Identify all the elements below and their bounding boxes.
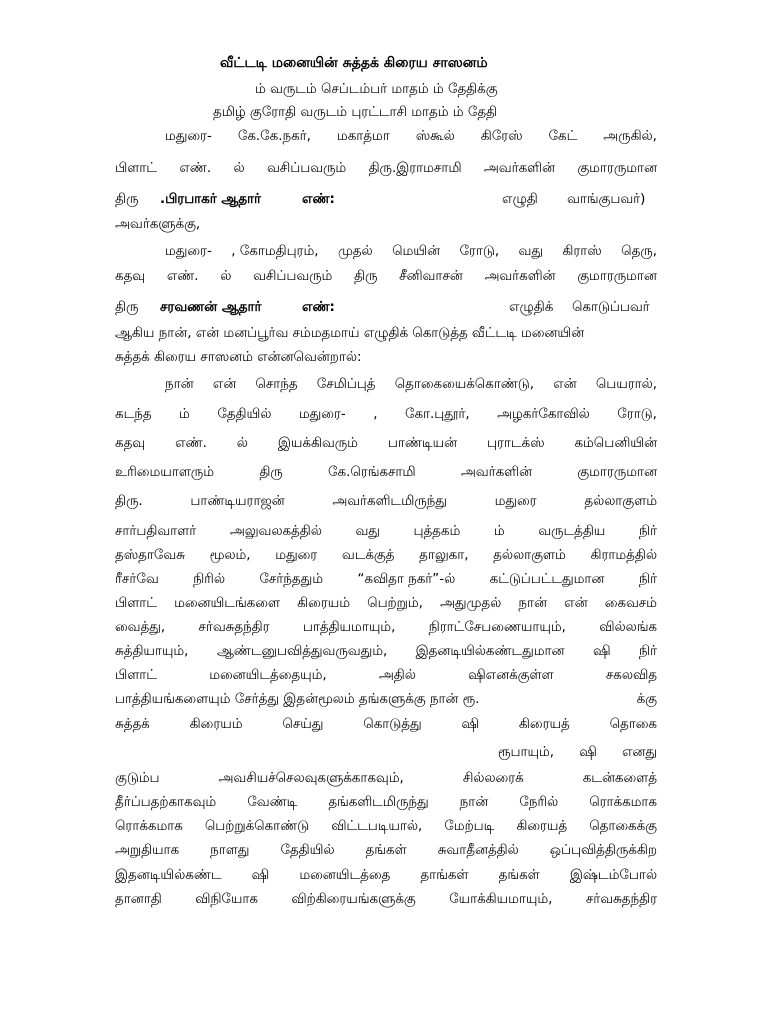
- word: என்: [212, 377, 237, 392]
- word: சர்வசுதந்திர: [585, 892, 657, 907]
- word: சொந்த: [255, 377, 298, 392]
- word: கொடுத்து: [363, 717, 422, 732]
- word: நாளது: [210, 843, 250, 858]
- word: எண்.: [175, 436, 207, 451]
- word: கே.ரெங்கசாமி: [328, 465, 416, 480]
- deed-body-line: [115, 668, 657, 684]
- word: விற்கிரையங்களுக்கு: [291, 892, 416, 907]
- word: தேதியில்: [280, 843, 335, 858]
- word: நிர்: [638, 644, 657, 659]
- word: கதவு: [115, 436, 146, 451]
- deed-body-line: [498, 745, 657, 761]
- buyer-prefix: திரு: [115, 192, 139, 207]
- word: நிரில்: [193, 572, 225, 587]
- word: என்: [564, 596, 588, 611]
- word: அவர்களின்: [483, 161, 555, 176]
- document-title: வீட்டடி மனையின் சுத்தக் கிரைய சாஸனம்: [220, 55, 488, 71]
- word: விட்டபடியால்,: [331, 819, 423, 834]
- word: ல்: [233, 161, 245, 176]
- word: சகலவித: [605, 668, 657, 683]
- seller-statement-2: சுத்தக் கிரைய சாஸனம் என்னவென்றால்:: [115, 350, 362, 365]
- word: சுத்தக்: [115, 717, 150, 732]
- seller-statement-1: ஆகிய நான், என் மனப்பூர்வ சம்மதமாய் எழுதிக் கொடுத்த வீட்டடி மனையின்: [115, 326, 585, 341]
- word: கிரேஸ்: [480, 129, 523, 144]
- seller-role-1: எழுதிக்: [509, 300, 554, 315]
- word: நான்: [165, 377, 194, 392]
- word: ஸ்கூல்: [415, 129, 455, 144]
- word: கடந்த: [115, 407, 152, 422]
- word: நிர்: [638, 524, 657, 539]
- word: தங்களிடமிருந்து: [328, 795, 429, 810]
- buyer-name: .பிரபாகர் ஆதார்: [160, 192, 262, 207]
- word: பாத்தியமாயும்,: [302, 620, 396, 635]
- word: குமாரருமான: [577, 161, 657, 176]
- word: புராடக்ஸ்: [487, 436, 545, 451]
- deed-body-line: [115, 819, 657, 835]
- deed-body-line: [115, 843, 657, 859]
- word: திரு: [259, 465, 283, 480]
- word: இதனடியில்கண்டதுமான: [415, 644, 565, 659]
- word: சேர்ந்ததும்: [259, 572, 323, 587]
- deed-body-line: [115, 465, 657, 481]
- word: உரிமையாளரும்: [115, 465, 214, 480]
- word: கிரையத்: [516, 819, 568, 834]
- word: இதனடியில்கண்ட: [115, 868, 222, 883]
- word: அலுவலகத்தில்: [229, 524, 322, 539]
- buyer-address-line: [165, 129, 657, 145]
- word: மதுரை: [275, 548, 318, 563]
- deed-body-line: [165, 377, 657, 393]
- deed-body-line: [115, 892, 657, 908]
- word: “கவிதா நகர்”-ல்: [357, 572, 456, 587]
- word: நிர்: [638, 572, 657, 587]
- word: நான்: [459, 795, 489, 810]
- word: ரொக்கமாக: [115, 819, 183, 834]
- word: பாண்டியன்: [387, 436, 458, 451]
- word: ல்: [220, 269, 232, 284]
- word: இயக்கிவரும்: [277, 436, 358, 451]
- word: நேரில்: [519, 795, 559, 810]
- deed-body-line: [115, 524, 657, 540]
- word: ரோடு,: [617, 407, 657, 422]
- word: அருகில்,: [603, 129, 657, 144]
- word: பிளாட்: [115, 596, 157, 611]
- seller-prefix: திரு: [115, 300, 139, 315]
- word: ஷி: [461, 717, 479, 732]
- word: மேற்படி: [444, 819, 495, 834]
- word: கோ.புதூர்,: [404, 407, 470, 422]
- seller-name: சரவணன் ஆதார்: [160, 300, 262, 315]
- word: திரு.: [115, 494, 143, 509]
- word: சர்வசுதந்திர: [198, 620, 270, 635]
- word: கிரையம்: [297, 596, 350, 611]
- word: பிளாட்: [115, 668, 157, 683]
- word: ஷிஎனக்குள்ள: [468, 668, 554, 683]
- word: ஒப்புவித்திருக்கிற: [549, 843, 657, 858]
- seller-residence-line: [115, 269, 657, 285]
- word: பிளாட்: [115, 161, 157, 176]
- word: தாங்கள்: [420, 868, 469, 883]
- word: ஷி: [579, 745, 597, 760]
- word: மெயின்: [392, 244, 441, 259]
- word: சேமிப்புத்: [316, 377, 376, 392]
- word: சீனிவாசன்: [399, 269, 463, 284]
- word: என்: [553, 377, 577, 392]
- buyer-id-label: எண்:: [302, 192, 335, 207]
- deed-body-line: [115, 644, 657, 660]
- word: சுவாதீனத்தில்: [437, 843, 519, 858]
- word: தெரு,: [621, 244, 657, 259]
- word: சில்லரைக்: [462, 771, 524, 786]
- word: பெயரால்,: [595, 377, 657, 392]
- word: கே.கே.நகர்,: [237, 129, 311, 144]
- word: கிரையத்: [518, 717, 570, 732]
- word: கிரையம்: [189, 717, 243, 732]
- word: இஷ்டம்போல்: [569, 868, 657, 883]
- word: அறுதியாக: [115, 843, 180, 858]
- word: அவசியச்செலவுகளுக்காகவும்,: [218, 771, 404, 786]
- word: கடன்களைத்: [582, 771, 657, 786]
- buyer-role-2: வாங்குபவர்): [567, 192, 646, 207]
- date-line-1: ம் வருடம் செப்டம்பர் மாதம் ம் தேதிக்கு: [255, 82, 498, 97]
- word: மகாத்மா: [336, 129, 390, 144]
- word: அதில்: [378, 668, 416, 683]
- word: வது: [518, 244, 543, 259]
- word: குமாரருமான: [577, 269, 657, 284]
- word: பெற்றுக்கொண்டு: [204, 819, 310, 834]
- word: ம்: [493, 524, 505, 539]
- buyer-addressee: அவர்களுக்கு,: [115, 217, 201, 232]
- word: வசிப்பவரும்: [266, 161, 347, 176]
- word: வடக்குத்: [341, 548, 395, 563]
- buyer-role-1: எழுதி: [502, 192, 538, 207]
- deed-body-line: [115, 620, 657, 636]
- deed-body-line: [115, 548, 657, 564]
- word: ஷி: [592, 644, 611, 659]
- word: அழகர்கோவில்: [497, 407, 590, 422]
- word: வில்லங்க: [599, 620, 657, 635]
- word: ரீசர்வே: [115, 572, 159, 587]
- deed-body-line: [115, 572, 657, 588]
- deed-body-line: [115, 494, 657, 510]
- word: , கோமதிபுரம்,: [231, 244, 319, 259]
- deed-body-line: [115, 596, 657, 612]
- word: அவர்களின்: [484, 269, 556, 284]
- word: ,: [373, 407, 378, 422]
- word: ரூபாயும்,: [498, 745, 555, 760]
- word: தீர்ப்பதற்காகவும்: [115, 795, 217, 810]
- word: மனையிடத்தை: [299, 868, 391, 883]
- deed-body-line: [115, 692, 657, 708]
- word: அதுமுதல்: [440, 596, 502, 611]
- word: பெற்றும்,: [367, 596, 423, 611]
- word: மதுரை-: [165, 244, 212, 259]
- word: மதுரை-: [165, 129, 212, 144]
- word: மதுரை: [494, 494, 537, 509]
- word: ரோடு,: [459, 244, 500, 259]
- word: ஆண்டனுபவித்துவருவதும்,: [216, 644, 388, 659]
- word: ரொக்கமாக: [589, 795, 657, 810]
- word: கிராமத்தில்: [590, 548, 657, 563]
- word: கைவசம்: [604, 596, 657, 611]
- word: கட்டுப்பட்டதுமான: [489, 572, 605, 587]
- word: தொகை: [609, 717, 657, 732]
- word: நிராட்சேபணையாயும்,: [428, 620, 566, 635]
- word: க்கு: [636, 692, 657, 707]
- seller-address-line: [165, 244, 657, 260]
- seller-role-2: கொடுப்பவர்: [572, 300, 650, 315]
- seller-id-label: எண்:: [302, 300, 335, 315]
- date-line-2: தமிழ் குரோதி வருடம் புரட்டாசி மாதம் ம் தேதி: [213, 105, 498, 120]
- word: ஷி: [251, 868, 270, 883]
- word: கதவு: [115, 269, 146, 284]
- word: கம்பெனியின்: [574, 436, 657, 451]
- word: செய்து: [282, 717, 324, 732]
- word: தேதியில்: [217, 407, 272, 422]
- word: திரு: [354, 269, 378, 284]
- word: யோக்கியமாயும்,: [449, 892, 553, 907]
- buyer-residence-line: [115, 161, 657, 177]
- word: பாத்தியங்களையும் சேர்த்து இதன்மூலம் தங்களுக்கு நான் ரூ.: [115, 692, 480, 707]
- word: மதுரை-: [298, 407, 346, 422]
- word: அவர்களிடமிருந்து: [332, 494, 447, 509]
- word: நான்: [518, 596, 547, 611]
- word: வது: [355, 524, 380, 539]
- word: கேட்: [548, 129, 578, 144]
- deed-body-line: [115, 436, 657, 452]
- word: தஸ்தாவேசு: [115, 548, 185, 563]
- word: எனது: [621, 745, 657, 760]
- word: கிராஸ்: [562, 244, 602, 259]
- word: தல்லாகுளம்: [584, 494, 657, 509]
- word: தங்கள்: [498, 868, 540, 883]
- word: குடும்ப: [115, 771, 160, 786]
- deed-body-line: [115, 771, 657, 787]
- word: குமாரருமான: [577, 465, 657, 480]
- word: மனையிடத்தையும்,: [209, 668, 327, 683]
- word: தொகைக்கு: [589, 819, 657, 834]
- word: விநியோக: [195, 892, 258, 907]
- word: சார்பதிவாளர்: [115, 524, 197, 539]
- word: அவர்களின்: [460, 465, 532, 480]
- word: மூலம்,: [209, 548, 251, 563]
- word: தாலுகா,: [419, 548, 469, 563]
- word: புத்தகம்: [413, 524, 461, 539]
- deed-body-line: [115, 407, 657, 423]
- deed-body-line: [115, 795, 657, 811]
- deed-body-line: [115, 717, 657, 733]
- word: தானாதி: [115, 892, 162, 907]
- word: தங்கள்: [365, 843, 407, 858]
- word: வேண்டி: [247, 795, 298, 810]
- word: வைத்து,: [115, 620, 166, 635]
- word: வசிப்பவரும்: [253, 269, 333, 284]
- word: ல்: [236, 436, 248, 451]
- word: மனையிடங்களை: [174, 596, 280, 611]
- word: எண்.: [166, 269, 199, 284]
- word: தொகையைக்கொண்டு,: [394, 377, 535, 392]
- word: முதல்: [337, 244, 373, 259]
- word: தல்லாகுளம்: [493, 548, 566, 563]
- word: வருடத்திய: [538, 524, 606, 539]
- word: எண்.: [179, 161, 212, 176]
- word: ம்: [179, 407, 190, 422]
- word: திரு.இராமசாமி: [368, 161, 462, 176]
- word: பாண்டியராஜன்: [190, 494, 285, 509]
- word: சுத்தியாயும்,: [115, 644, 189, 659]
- deed-body-line: [115, 868, 657, 884]
